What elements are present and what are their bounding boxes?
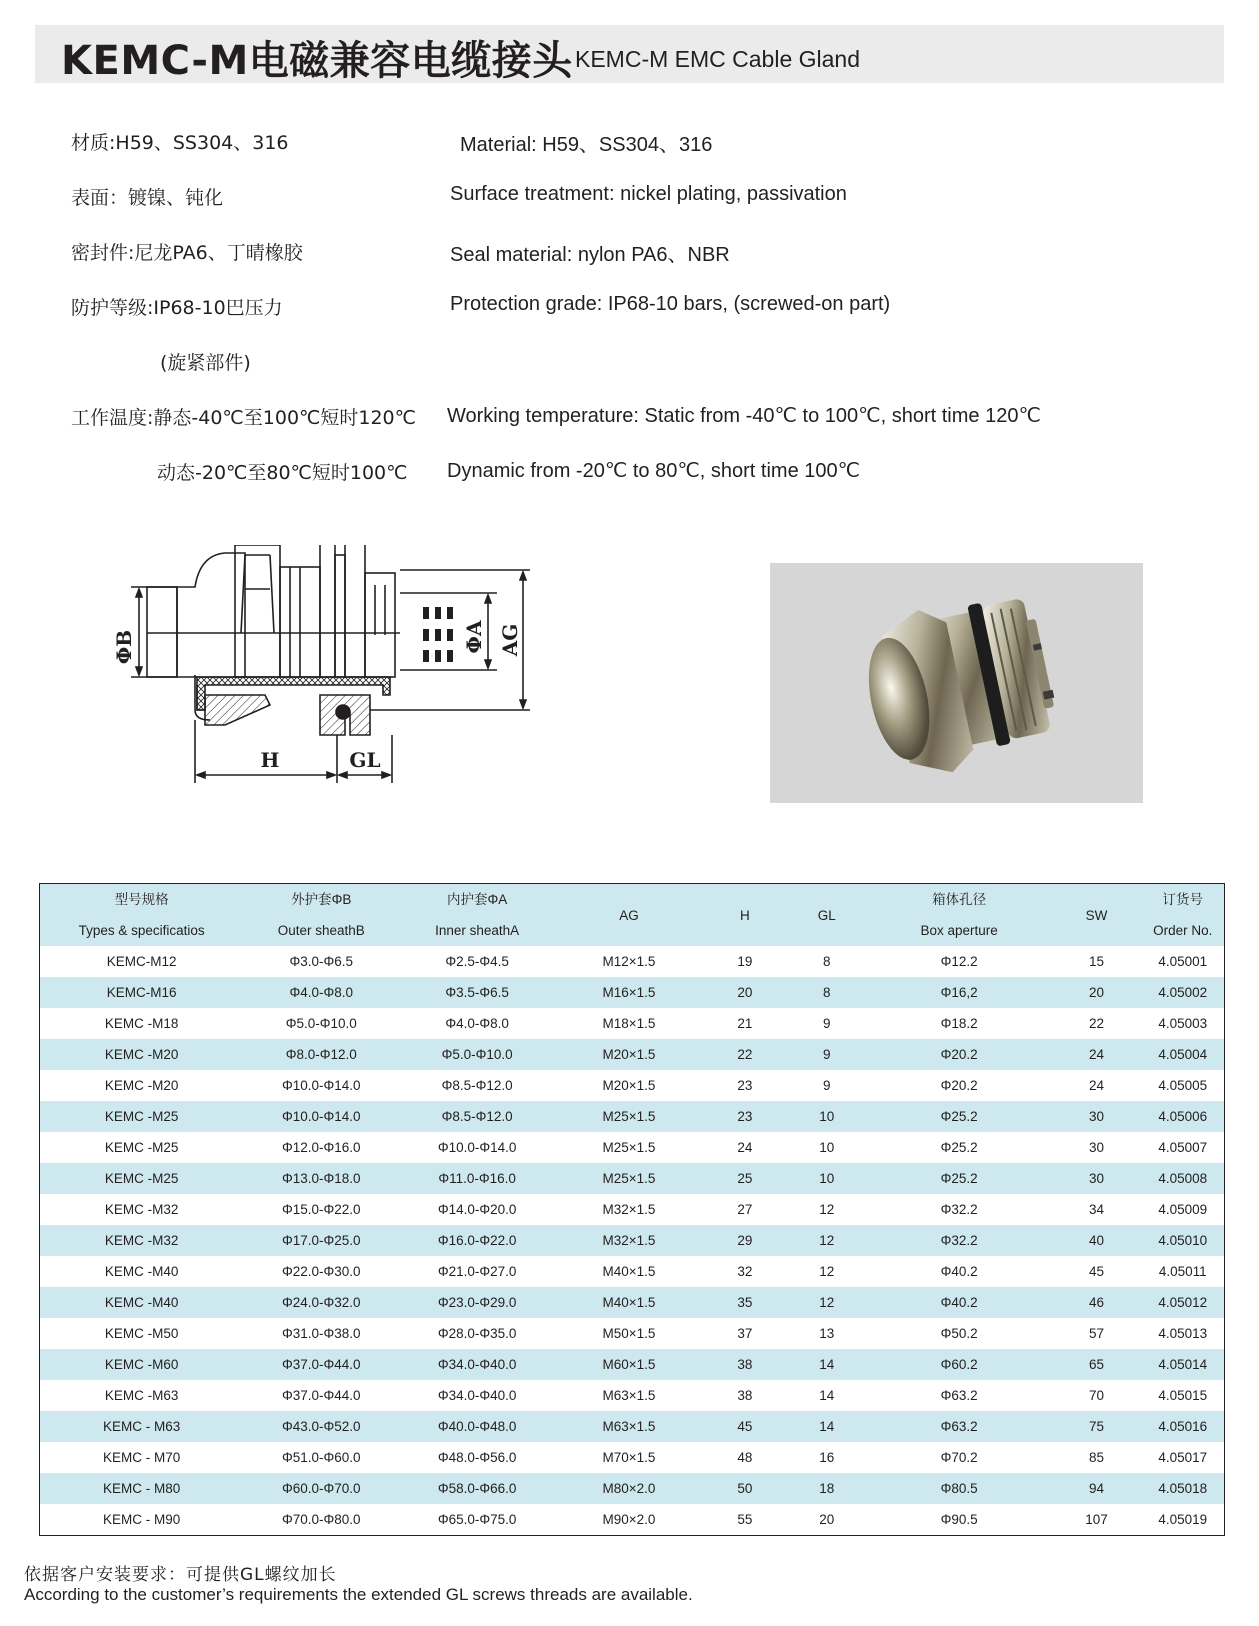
cell-outer-sheath: Φ10.0-Φ14.0 xyxy=(243,1070,399,1101)
cable-gland-drawing xyxy=(105,545,550,805)
cell-h: 50 xyxy=(703,1473,787,1504)
cell-order-no: 4.05014 xyxy=(1141,1349,1224,1380)
cell-outer-sheath: Φ31.0-Φ38.0 xyxy=(243,1318,399,1349)
cell-box-aperture: Φ63.2 xyxy=(867,1380,1052,1411)
cell-sw: 24 xyxy=(1052,1039,1142,1070)
cell-box-aperture: Φ90.5 xyxy=(867,1504,1052,1536)
cell-sw: 57 xyxy=(1052,1318,1142,1349)
cell-gl: 14 xyxy=(787,1380,867,1411)
spec-protection-cn: 防护等级:IP68-10巴压力 xyxy=(71,297,283,319)
cell-inner-sheath: Φ58.0-Φ66.0 xyxy=(399,1473,555,1504)
cell-type: KEMC-M12 xyxy=(40,946,244,977)
cell-outer-sheath: Φ22.0-Φ30.0 xyxy=(243,1256,399,1287)
cell-box-aperture: Φ60.2 xyxy=(867,1349,1052,1380)
cell-box-aperture: Φ20.2 xyxy=(867,1039,1052,1070)
cell-gl: 12 xyxy=(787,1194,867,1225)
cell-h: 48 xyxy=(703,1442,787,1473)
cell-type: KEMC -M63 xyxy=(40,1380,244,1411)
spec-table xyxy=(39,883,1225,1536)
cell-box-aperture: Φ80.5 xyxy=(867,1473,1052,1504)
cell-type: KEMC - M80 xyxy=(40,1473,244,1504)
table-row xyxy=(40,977,1225,1008)
label-ag: AG xyxy=(498,623,522,657)
cell-outer-sheath: Φ70.0-Φ80.0 xyxy=(243,1504,399,1536)
cell-ag: M25×1.5 xyxy=(555,1132,703,1163)
table-row xyxy=(40,1380,1225,1411)
cell-type: KEMC -M25 xyxy=(40,1163,244,1194)
cell-sw: 15 xyxy=(1052,946,1142,977)
cell-inner-sheath: Φ65.0-Φ75.0 xyxy=(399,1504,555,1536)
cell-box-aperture: Φ16,2 xyxy=(867,977,1052,1008)
table-row xyxy=(40,1411,1225,1442)
cell-order-no: 4.05015 xyxy=(1141,1380,1224,1411)
cell-gl: 8 xyxy=(787,977,867,1008)
table-row xyxy=(40,1101,1225,1132)
cell-inner-sheath: Φ48.0-Φ56.0 xyxy=(399,1442,555,1473)
cell-inner-sheath: Φ21.0-Φ27.0 xyxy=(399,1256,555,1287)
spec-material-cn: 材质:H59、SS304、316 xyxy=(71,132,289,154)
cell-inner-sheath: Φ11.0-Φ16.0 xyxy=(399,1163,555,1194)
cell-type: KEMC -M40 xyxy=(40,1287,244,1318)
cell-h: 55 xyxy=(703,1504,787,1536)
label-phi-a: ΦA xyxy=(462,620,486,654)
cell-order-no: 4.05011 xyxy=(1141,1256,1224,1287)
cell-ag: M90×2.0 xyxy=(555,1504,703,1536)
header-type: 型号规格 Types & specificatios xyxy=(40,884,244,947)
spec-surface-en: Surface treatment: nickel plating, passivation xyxy=(450,183,847,205)
cell-outer-sheath: Φ43.0-Φ52.0 xyxy=(243,1411,399,1442)
cell-outer-sheath: Φ37.0-Φ44.0 xyxy=(243,1349,399,1380)
cell-h: 23 xyxy=(703,1070,787,1101)
cell-h: 23 xyxy=(703,1101,787,1132)
cell-ag: M70×1.5 xyxy=(555,1442,703,1473)
table-row xyxy=(40,946,1225,977)
cell-h: 25 xyxy=(703,1163,787,1194)
cell-sw: 34 xyxy=(1052,1194,1142,1225)
cell-ag: M50×1.5 xyxy=(555,1318,703,1349)
cell-type: KEMC -M20 xyxy=(40,1039,244,1070)
cell-gl: 12 xyxy=(787,1287,867,1318)
cell-box-aperture: Φ32.2 xyxy=(867,1225,1052,1256)
cell-sw: 30 xyxy=(1052,1132,1142,1163)
cell-ag: M16×1.5 xyxy=(555,977,703,1008)
table-row xyxy=(40,1070,1225,1101)
cell-outer-sheath: Φ17.0-Φ25.0 xyxy=(243,1225,399,1256)
cell-outer-sheath: Φ15.0-Φ22.0 xyxy=(243,1194,399,1225)
cell-gl: 18 xyxy=(787,1473,867,1504)
header-outer-sheath: 外护套ΦB Outer sheathB xyxy=(243,884,399,947)
table-row xyxy=(40,1256,1225,1287)
cell-h: 29 xyxy=(703,1225,787,1256)
title-band xyxy=(35,25,1224,83)
cell-ag: M32×1.5 xyxy=(555,1225,703,1256)
cell-type: KEMC - M63 xyxy=(40,1411,244,1442)
cell-box-aperture: Φ25.2 xyxy=(867,1163,1052,1194)
cell-ag: M40×1.5 xyxy=(555,1287,703,1318)
table-row xyxy=(40,1287,1225,1318)
spec-dynamic-temp-cn: 动态-20℃至80℃短时100℃ xyxy=(157,462,408,484)
cell-sw: 45 xyxy=(1052,1256,1142,1287)
cell-type: KEMC-M16 xyxy=(40,977,244,1008)
cell-order-no: 4.05005 xyxy=(1141,1070,1224,1101)
header-ag: AG xyxy=(555,884,703,947)
cell-order-no: 4.05016 xyxy=(1141,1411,1224,1442)
cell-inner-sheath: Φ28.0-Φ35.0 xyxy=(399,1318,555,1349)
cell-inner-sheath: Φ10.0-Φ14.0 xyxy=(399,1132,555,1163)
cell-box-aperture: Φ12.2 xyxy=(867,946,1052,977)
cell-order-no: 4.05017 xyxy=(1141,1442,1224,1473)
cell-gl: 9 xyxy=(787,1070,867,1101)
cell-order-no: 4.05010 xyxy=(1141,1225,1224,1256)
cell-h: 38 xyxy=(703,1349,787,1380)
table-row xyxy=(40,1318,1225,1349)
table-row xyxy=(40,1008,1225,1039)
cell-order-no: 4.05019 xyxy=(1141,1504,1224,1536)
label-gl: GL xyxy=(349,748,381,772)
cell-inner-sheath: Φ4.0-Φ8.0 xyxy=(399,1008,555,1039)
cell-h: 24 xyxy=(703,1132,787,1163)
cell-h: 38 xyxy=(703,1380,787,1411)
cell-gl: 10 xyxy=(787,1101,867,1132)
spec-seal-cn: 密封件:尼龙PA6、丁晴橡胶 xyxy=(71,242,303,264)
cell-h: 19 xyxy=(703,946,787,977)
cell-order-no: 4.05001 xyxy=(1141,946,1224,977)
cell-type: KEMC -M40 xyxy=(40,1256,244,1287)
cell-box-aperture: Φ70.2 xyxy=(867,1442,1052,1473)
cell-sw: 70 xyxy=(1052,1380,1142,1411)
cell-outer-sheath: Φ24.0-Φ32.0 xyxy=(243,1287,399,1318)
cell-box-aperture: Φ40.2 xyxy=(867,1256,1052,1287)
cell-sw: 75 xyxy=(1052,1411,1142,1442)
cell-box-aperture: Φ50.2 xyxy=(867,1318,1052,1349)
cell-outer-sheath: Φ13.0-Φ18.0 xyxy=(243,1163,399,1194)
cell-order-no: 4.05012 xyxy=(1141,1287,1224,1318)
cell-box-aperture: Φ20.2 xyxy=(867,1070,1052,1101)
cell-ag: M18×1.5 xyxy=(555,1008,703,1039)
cell-outer-sheath: Φ37.0-Φ44.0 xyxy=(243,1380,399,1411)
cell-gl: 14 xyxy=(787,1349,867,1380)
cell-gl: 10 xyxy=(787,1132,867,1163)
table-body xyxy=(40,946,1225,1536)
cell-inner-sheath: Φ34.0-Φ40.0 xyxy=(399,1380,555,1411)
footer-note-en: According to the customer’s requirements the extended GL screws threads are available. xyxy=(24,1585,693,1604)
cell-gl: 12 xyxy=(787,1256,867,1287)
cell-inner-sheath: Φ23.0-Φ29.0 xyxy=(399,1287,555,1318)
cell-sw: 107 xyxy=(1052,1504,1142,1536)
cell-type: KEMC - M90 xyxy=(40,1504,244,1536)
cell-inner-sheath: Φ5.0-Φ10.0 xyxy=(399,1039,555,1070)
spec-protection-cn-note: (旋紧部件) xyxy=(160,352,251,374)
page-title: KEMC-M电磁兼容电缆接头 xyxy=(61,38,573,84)
cell-sw: 30 xyxy=(1052,1101,1142,1132)
cell-ag: M20×1.5 xyxy=(555,1070,703,1101)
table-row xyxy=(40,1504,1225,1536)
cell-h: 20 xyxy=(703,977,787,1008)
cell-type: KEMC -M50 xyxy=(40,1318,244,1349)
header-h: H xyxy=(703,884,787,947)
cell-ag: M40×1.5 xyxy=(555,1256,703,1287)
label-h: H xyxy=(260,748,280,772)
product-photo xyxy=(770,563,1143,803)
cell-type: KEMC -M32 xyxy=(40,1194,244,1225)
cell-outer-sheath: Φ5.0-Φ10.0 xyxy=(243,1008,399,1039)
cell-order-no: 4.05018 xyxy=(1141,1473,1224,1504)
cell-h: 27 xyxy=(703,1194,787,1225)
header-gl: GL xyxy=(787,884,867,947)
cell-sw: 46 xyxy=(1052,1287,1142,1318)
cell-type: KEMC - M70 xyxy=(40,1442,244,1473)
cell-inner-sheath: Φ2.5-Φ4.5 xyxy=(399,946,555,977)
table-row xyxy=(40,1349,1225,1380)
cell-box-aperture: Φ40.2 xyxy=(867,1287,1052,1318)
cell-gl: 9 xyxy=(787,1039,867,1070)
cell-outer-sheath: Φ3.0-Φ6.5 xyxy=(243,946,399,977)
cell-h: 32 xyxy=(703,1256,787,1287)
cell-ag: M63×1.5 xyxy=(555,1411,703,1442)
cell-ag: M25×1.5 xyxy=(555,1163,703,1194)
cell-order-no: 4.05002 xyxy=(1141,977,1224,1008)
cell-inner-sheath: Φ3.5-Φ6.5 xyxy=(399,977,555,1008)
cell-sw: 24 xyxy=(1052,1070,1142,1101)
cell-inner-sheath: Φ34.0-Φ40.0 xyxy=(399,1349,555,1380)
cell-inner-sheath: Φ16.0-Φ22.0 xyxy=(399,1225,555,1256)
cell-sw: 65 xyxy=(1052,1349,1142,1380)
cell-outer-sheath: Φ60.0-Φ70.0 xyxy=(243,1473,399,1504)
cell-h: 21 xyxy=(703,1008,787,1039)
cell-type: KEMC -M32 xyxy=(40,1225,244,1256)
header-box-aperture: 箱体孔径 Box aperture xyxy=(867,884,1052,947)
cell-inner-sheath: Φ8.5-Φ12.0 xyxy=(399,1070,555,1101)
cell-inner-sheath: Φ40.0-Φ48.0 xyxy=(399,1411,555,1442)
cell-ag: M25×1.5 xyxy=(555,1101,703,1132)
cell-outer-sheath: Φ12.0-Φ16.0 xyxy=(243,1132,399,1163)
cell-order-no: 4.05006 xyxy=(1141,1101,1224,1132)
cell-gl: 13 xyxy=(787,1318,867,1349)
cell-ag: M12×1.5 xyxy=(555,946,703,977)
cell-order-no: 4.05009 xyxy=(1141,1194,1224,1225)
table-row xyxy=(40,1039,1225,1070)
table-row xyxy=(40,1473,1225,1504)
cell-ag: M80×2.0 xyxy=(555,1473,703,1504)
cell-type: KEMC -M18 xyxy=(40,1008,244,1039)
label-phi-b: ΦB xyxy=(112,629,136,665)
cell-gl: 20 xyxy=(787,1504,867,1536)
cell-sw: 85 xyxy=(1052,1442,1142,1473)
cell-box-aperture: Φ25.2 xyxy=(867,1101,1052,1132)
cell-ag: M60×1.5 xyxy=(555,1349,703,1380)
cell-gl: 8 xyxy=(787,946,867,977)
table-row xyxy=(40,1442,1225,1473)
spec-material-en: Material: H59、SS304、316 xyxy=(460,134,713,156)
cell-h: 22 xyxy=(703,1039,787,1070)
cell-type: KEMC -M60 xyxy=(40,1349,244,1380)
cell-type: KEMC -M25 xyxy=(40,1132,244,1163)
table-row xyxy=(40,1163,1225,1194)
spec-protection-en: Protection grade: IP68-10 bars, (screwed-on part) xyxy=(450,293,891,315)
footer-note-cn: 依据客户安装要求：可提供GL螺纹加长 xyxy=(24,1565,337,1585)
cell-box-aperture: Φ25.2 xyxy=(867,1132,1052,1163)
cell-outer-sheath: Φ8.0-Φ12.0 xyxy=(243,1039,399,1070)
spec-seal-en: Seal material: nylon PA6、NBR xyxy=(450,244,730,266)
cell-h: 45 xyxy=(703,1411,787,1442)
cell-h: 37 xyxy=(703,1318,787,1349)
cell-sw: 94 xyxy=(1052,1473,1142,1504)
cell-order-no: 4.05008 xyxy=(1141,1163,1224,1194)
cell-gl: 14 xyxy=(787,1411,867,1442)
cell-sw: 30 xyxy=(1052,1163,1142,1194)
table-row xyxy=(40,1132,1225,1163)
cell-sw: 22 xyxy=(1052,1008,1142,1039)
cell-ag: M63×1.5 xyxy=(555,1380,703,1411)
cell-inner-sheath: Φ8.5-Φ12.0 xyxy=(399,1101,555,1132)
cell-gl: 16 xyxy=(787,1442,867,1473)
cell-box-aperture: Φ32.2 xyxy=(867,1194,1052,1225)
cell-sw: 20 xyxy=(1052,977,1142,1008)
cell-ag: M20×1.5 xyxy=(555,1039,703,1070)
cell-ag: M32×1.5 xyxy=(555,1194,703,1225)
cell-gl: 9 xyxy=(787,1008,867,1039)
cell-inner-sheath: Φ14.0-Φ20.0 xyxy=(399,1194,555,1225)
cell-sw: 40 xyxy=(1052,1225,1142,1256)
cell-type: KEMC -M25 xyxy=(40,1101,244,1132)
cell-outer-sheath: Φ51.0-Φ60.0 xyxy=(243,1442,399,1473)
table-row xyxy=(40,1225,1225,1256)
spec-temperature-cn: 工作温度:静态-40℃至100℃短时120℃ xyxy=(71,407,416,429)
header-inner-sheath: 内护套ΦA Inner sheathA xyxy=(399,884,555,947)
cell-order-no: 4.05007 xyxy=(1141,1132,1224,1163)
cell-box-aperture: Φ63.2 xyxy=(867,1411,1052,1442)
cell-order-no: 4.05003 xyxy=(1141,1008,1224,1039)
table-header-row xyxy=(40,884,1225,947)
cell-order-no: 4.05004 xyxy=(1141,1039,1224,1070)
cell-order-no: 4.05013 xyxy=(1141,1318,1224,1349)
spec-dynamic-temp-en: Dynamic from -20℃ to 80℃, short time 100℃ xyxy=(447,460,861,482)
spec-temperature-en: Working temperature: Static from -40℃ to 100℃, short time 120℃ xyxy=(447,405,1041,427)
cell-h: 35 xyxy=(703,1287,787,1318)
page-title-english: KEMC-M EMC Cable Gland xyxy=(575,46,861,72)
cell-outer-sheath: Φ4.0-Φ8.0 xyxy=(243,977,399,1008)
spec-surface-cn: 表面：镀镍、钝化 xyxy=(71,187,224,209)
header-sw: SW xyxy=(1052,884,1142,947)
cell-outer-sheath: Φ10.0-Φ14.0 xyxy=(243,1101,399,1132)
cell-type: KEMC -M20 xyxy=(40,1070,244,1101)
table-row xyxy=(40,1194,1225,1225)
header-order-no: 订货号 Order No. xyxy=(1141,884,1224,947)
cell-gl: 10 xyxy=(787,1163,867,1194)
cell-gl: 12 xyxy=(787,1225,867,1256)
cell-box-aperture: Φ18.2 xyxy=(867,1008,1052,1039)
